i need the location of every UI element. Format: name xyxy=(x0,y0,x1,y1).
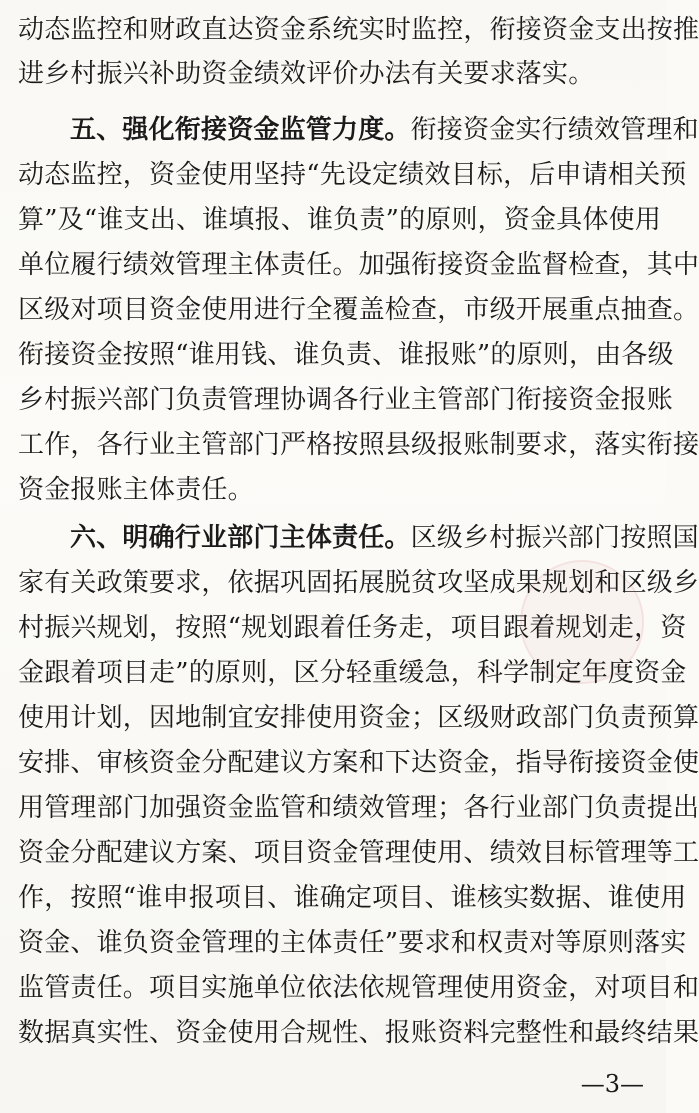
text-line-23: 数据真实性、资金使用合规性、报账资料完整性和最终结果 xyxy=(18,1018,699,1048)
text-line-16: 使用计划，因地制宜安排使用资金；区级财政部门负责预算 xyxy=(18,703,699,733)
text-line-9: 乡村振兴部门负责管理协调各行业主管部门衔接资金报账 xyxy=(18,385,674,415)
text-line-5: 算”及“谁支出、谁填报、谁负责”的原则，资金具体使用 xyxy=(18,205,662,235)
text-line-8: 衔接资金按照“谁用钱、谁负责、谁报账”的原则，由各级 xyxy=(18,340,674,370)
section-5-first-line xyxy=(18,110,699,150)
page-number: —3— xyxy=(580,1070,644,1098)
text-line-18: 用管理部门加强资金监管和绩效管理；各行业部门负责提出 xyxy=(18,793,699,823)
text-line-21: 资金、谁负资金管理的主体责任”要求和权责对等原则落实 xyxy=(18,928,687,958)
text-line-1: 动态监控和财政直达资金系统实时监控，衔接资金支出按推 xyxy=(18,15,699,45)
text-line-4: 动态监控，资金使用坚持“先设定绩效目标，后申请相关预 xyxy=(18,160,687,190)
section-6-first-line xyxy=(18,518,699,558)
text-line-17: 安排、审核资金分配建议方案和下达资金，指导衔接资金使 xyxy=(18,748,699,778)
text-line-15: 金跟着项目走”的原则，区分轻重缓急，科学制定年度资金 xyxy=(18,658,687,688)
text-line-19: 资金分配建议方案、项目资金管理使用、绩效目标管理等工 xyxy=(18,838,699,868)
text-line-10: 工作，各行业主管部门严格按照县级报账制要求，落实衔接 xyxy=(18,430,699,460)
section-6-heading: 六、明确行业部门主体责任。 xyxy=(70,523,411,553)
section-6-intro: 区级乡村振兴部门按照国 xyxy=(410,523,699,553)
text-line-20: 作，按照“谁申报项目、谁确定项目、谁核实数据、谁使用 xyxy=(18,883,687,913)
text-line-11: 资金报账主体责任。 xyxy=(18,475,254,505)
text-line-22: 监管责任。项目实施单位依法依规管理使用资金，对项目和 xyxy=(18,973,699,1003)
text-line-6: 单位履行绩效管理主体责任。加强衔接资金监督检查，其中 xyxy=(18,250,699,280)
section-5-heading: 五、强化衔接资金监管力度。 xyxy=(70,115,411,145)
text-line-2: 进乡村振兴补助资金绩效评价办法有关要求落实。 xyxy=(18,59,595,89)
text-line-7: 区级对项目资金使用进行全覆盖检查，市级开展重点抽查。 xyxy=(18,295,699,325)
text-line-13: 家有关政策要求，依据巩固拓展脱贫攻坚成果规划和区级乡 xyxy=(18,568,699,598)
section-5-intro: 衔接资金实行绩效管理和 xyxy=(410,115,699,145)
text-line-14: 村振兴规划，按照“规划跟着任务走，项目跟着规划走，资 xyxy=(18,613,687,643)
